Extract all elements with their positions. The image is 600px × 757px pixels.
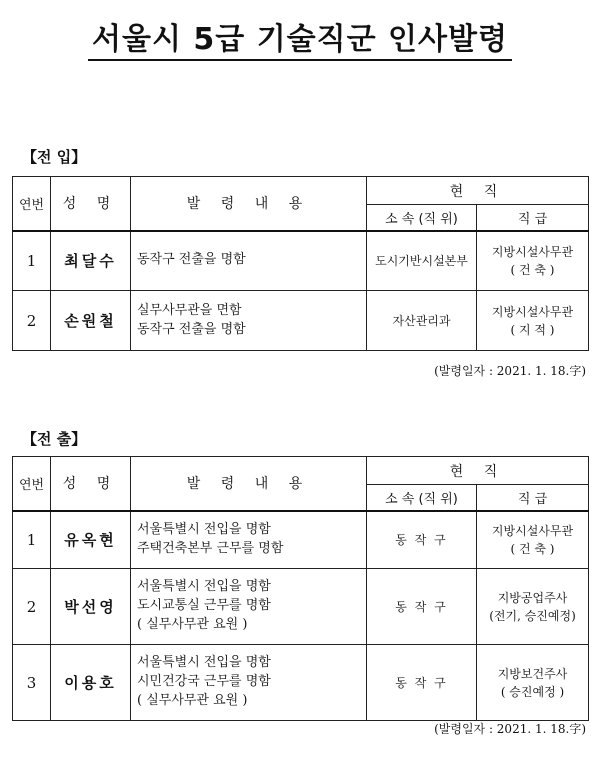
row-name: 손원철 [51, 291, 131, 351]
row-rank [477, 645, 589, 721]
content-line: 서울특별시 전입을 명함 [137, 579, 271, 595]
row-dept: 도시기반시설본부 [367, 231, 477, 291]
table-row [13, 569, 589, 645]
table-row [13, 291, 589, 351]
rank-line: 지방시설사무관 [491, 304, 574, 319]
row-dept: 동 작 구 [367, 645, 477, 721]
row-rank [477, 569, 589, 645]
content-line: 동작구 전출을 명함 [137, 321, 246, 337]
rank-line: 지방공업주사 [497, 590, 568, 605]
header-no: 연번 [13, 457, 51, 511]
header-name: 성 명 [51, 457, 131, 511]
row-content [131, 569, 367, 645]
content-line: 서울특별시 전입을 명함 [137, 521, 271, 537]
header-dept: 소 속 (직 위) [367, 205, 477, 231]
content-line: 시민건강국 근무를 명함 [137, 674, 271, 690]
row-dept: 자산관리과 [367, 291, 477, 351]
row-dept: 동 작 구 [367, 511, 477, 569]
content-line: 주택건축본부 근무를 명함 [137, 540, 284, 556]
table-row [13, 511, 589, 569]
transfer-in-table [12, 176, 589, 351]
order-date: (발령일자 : 2021. 1. 18.字) [434, 722, 586, 736]
page-title-text: 서울시 5급 기술직군 인사발령 [88, 22, 512, 61]
content-line: 실무사무관을 면함 [137, 302, 242, 318]
row-name: 유옥현 [51, 511, 131, 569]
row-no: 1 [13, 231, 51, 291]
content-line: 도시교통실 근무를 명함 [137, 598, 271, 614]
transfer-out-table [12, 456, 589, 721]
row-dept: 동 작 구 [367, 569, 477, 645]
row-no: 1 [13, 511, 51, 569]
page-title [0, 14, 600, 58]
row-rank [477, 291, 589, 351]
row-rank [477, 231, 589, 291]
content-line: ( 실무사무관 요원 ) [137, 616, 248, 632]
rank-line: ( 건 축 ) [510, 541, 555, 556]
row-content [131, 291, 367, 351]
section-label-transfer-in: 【전 입】 [22, 148, 87, 166]
row-name: 이용호 [51, 645, 131, 721]
table-row [13, 231, 589, 291]
rank-line: ( 건 축 ) [510, 262, 555, 277]
header-rank: 직 급 [477, 485, 589, 511]
row-no: 2 [13, 569, 51, 645]
rank-line: 지방보건주사 [497, 666, 568, 681]
row-no: 2 [13, 291, 51, 351]
header-current: 현 직 [367, 457, 589, 485]
row-content [131, 231, 367, 291]
row-no: 3 [13, 645, 51, 721]
header-current: 현 직 [367, 177, 589, 205]
row-content [131, 645, 367, 721]
rank-line: 지방시설사무관 [491, 523, 574, 538]
rank-line: ( 지 적 ) [510, 322, 555, 337]
content-line: 동작구 전출을 명함 [137, 252, 246, 268]
section-label-transfer-out: 【전 출】 [22, 430, 87, 448]
header-dept: 소 속 (직 위) [367, 485, 477, 511]
header-rank: 직 급 [477, 205, 589, 231]
content-line: ( 실무사무관 요원 ) [137, 692, 248, 708]
row-name: 박선영 [51, 569, 131, 645]
order-date: (발령일자 : 2021. 1. 18.字) [434, 364, 586, 378]
header-no: 연번 [13, 177, 51, 231]
row-name: 최달수 [51, 231, 131, 291]
header-content: 발 령 내 용 [131, 457, 367, 511]
header-content: 발 령 내 용 [131, 177, 367, 231]
row-content [131, 511, 367, 569]
table-row [13, 645, 589, 721]
rank-line: (전기, 승진예정) [489, 608, 576, 623]
header-name: 성 명 [51, 177, 131, 231]
row-rank [477, 511, 589, 569]
content-line: 서울특별시 전입을 명함 [137, 655, 271, 671]
rank-line: 지방시설사무관 [491, 244, 574, 259]
rank-line: ( 승진예정 ) [500, 684, 565, 699]
